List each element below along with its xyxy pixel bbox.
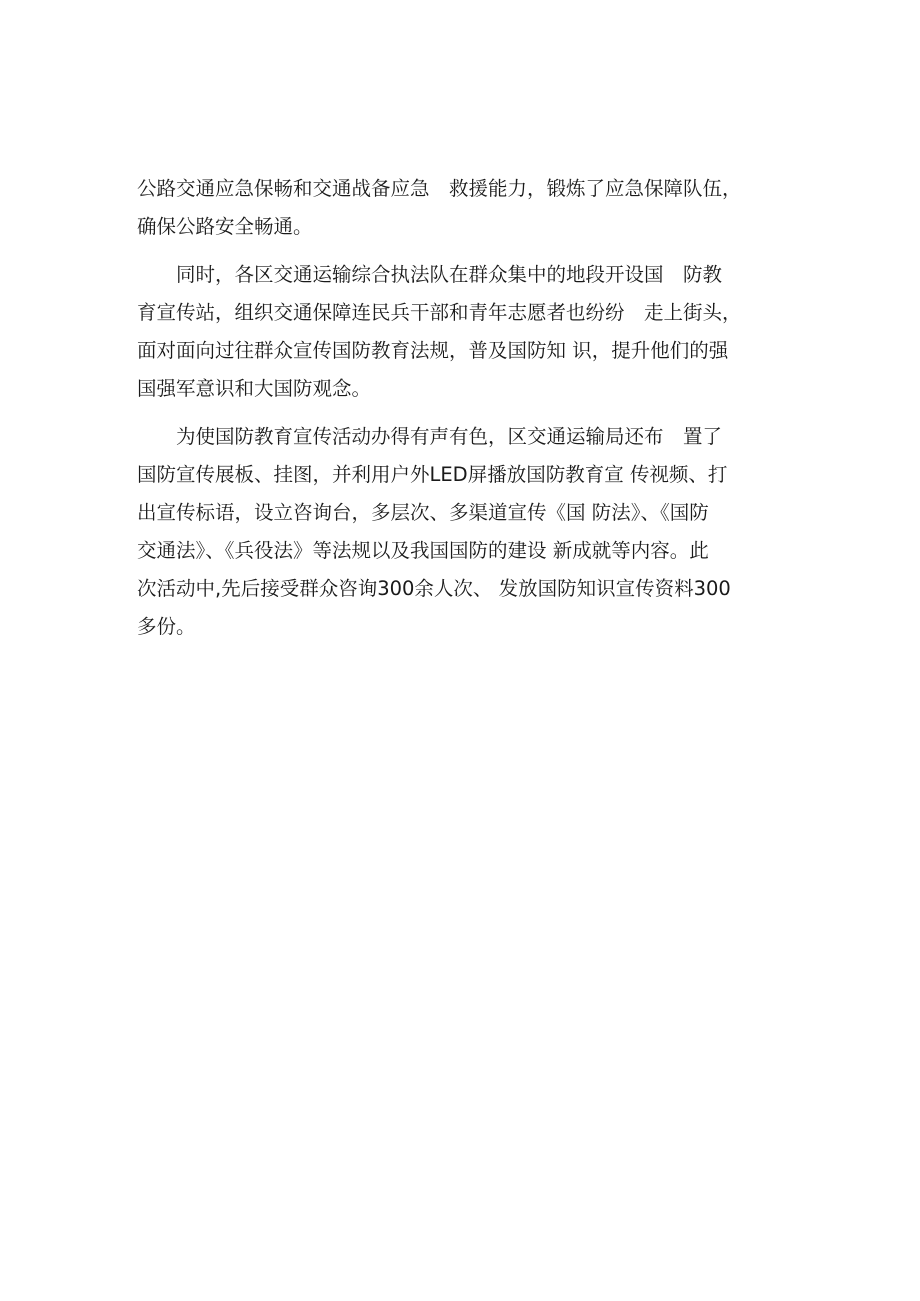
- paragraph-3: [137, 418, 797, 646]
- paragraph-1: [137, 170, 797, 246]
- text-line: 育宣传站，组织交通保障连民兵干部和青年志愿者也纷纷 走上街头，: [137, 301, 742, 324]
- paragraph-2: [137, 256, 797, 408]
- text-line: 国防宣传展板、挂图，并利用户外LED屏播放国防教育宣 传视频、打: [137, 463, 728, 486]
- text-line: 确保公路安全畅通。: [137, 215, 313, 238]
- text-line: 同时，各区交通运输综合执法队在群众集中的地段开设国 防教: [137, 263, 723, 286]
- text-line: 国强军意识和大国防观念。: [137, 377, 372, 400]
- text-line: 出宣传标语，设立咨询台，多层次、多渠道宣传《国 防法》、《国防: [137, 501, 709, 524]
- text-line: 公路交通应急保畅和交通战备应急 救援能力，锻炼了应急保障队伍，: [137, 177, 742, 200]
- text-line: 面对面向过往群众宣传国防教育法规，普及国防知 识，提升他们的强: [137, 339, 729, 362]
- text-line: 为使国防教育宣传活动办得有声有色，区交通运输局还布 置了: [137, 425, 723, 448]
- text-line: 交通法》、《兵役法》等法规以及我国国防的建设 新成就等内容。此: [137, 539, 709, 562]
- text-line: 多份。: [137, 615, 196, 638]
- text-line: 次活动中,先后接受群众咨询300余人次、 发放国防知识宣传资料300: [137, 577, 731, 600]
- document-body: [137, 170, 797, 646]
